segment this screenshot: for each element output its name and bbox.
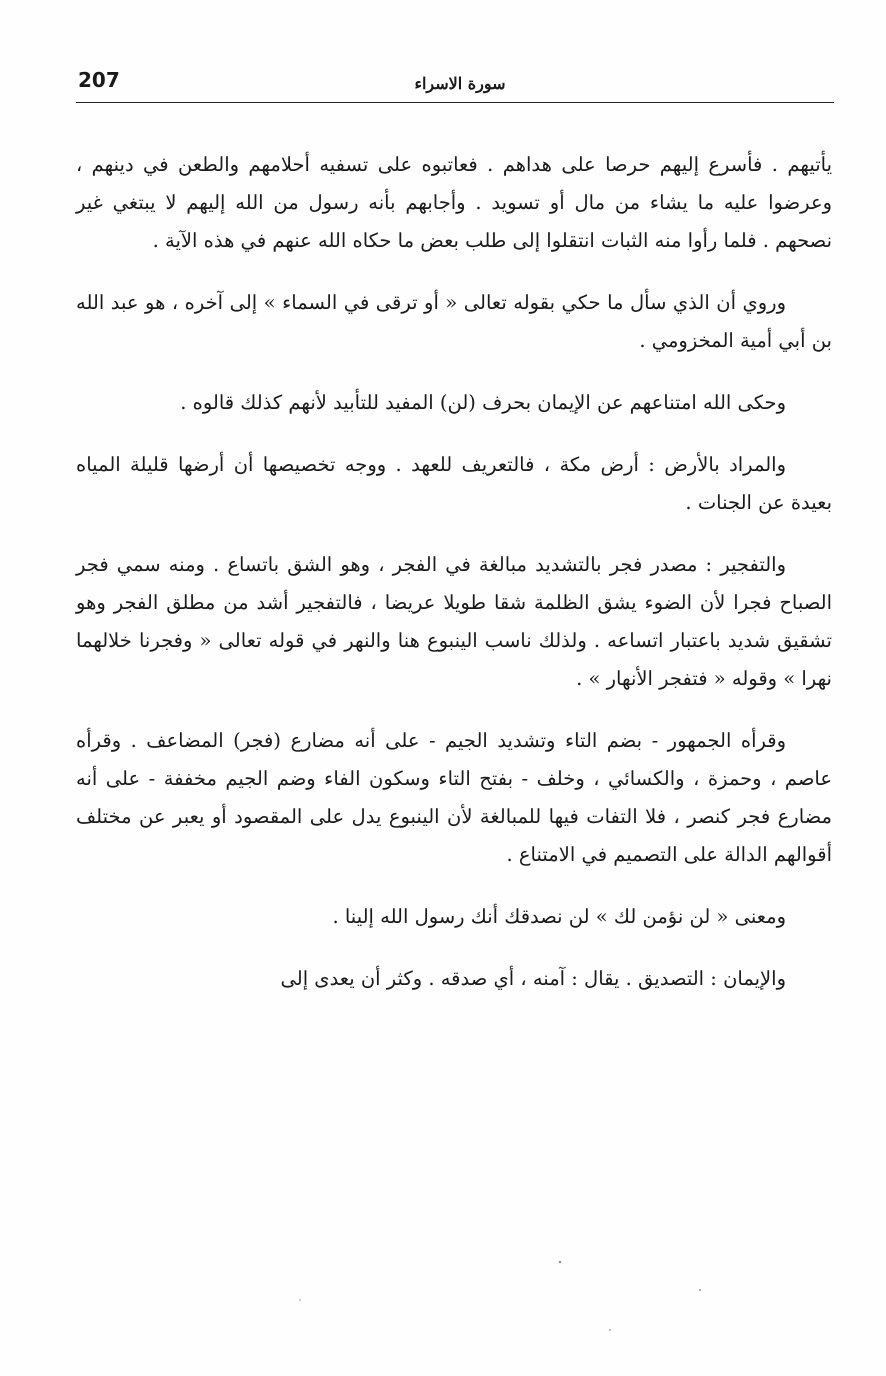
paragraph-3: وحكى الله امتناعهم عن الإيمان بحرف (لن) المفيد للتأبيد لأنهم كذلك قالوه . (180, 391, 786, 414)
body-text (76, 146, 832, 1022)
page-number: 207 (78, 68, 120, 92)
paragraph-4: والمراد بالأرض : أرض مكة ، فالتعريف للعهد . ووجه تخصيصها أن أرضها قليلة المياه بعيدة عن الجنات . (76, 453, 832, 514)
paragraph-8: والإيمان : التصديق . يقال : آمنه ، أي صدقه . وكثر أن يعدى إلى (280, 967, 786, 990)
header-rule (76, 102, 834, 103)
running-title: سورة الاسراء (414, 74, 506, 93)
paragraph-5: والتفجير : مصدر فجر بالتشديد مبالغة في الفجر ، وهو الشق باتساع . ومنه سمي فجر الصباح فجرا لأن الضوء يشق الظلمة شقا طويلا عريضا ، فالتفجير أشد من مطلق الفجر وهو تشقيق شديد باعتبار اتساعه . ولذلك ناسب الينبوع هنا والنهر في قوله تعالى « وفجرنا خلالهما نهرا » وقوله « فتفجر الأنهار » . (76, 553, 832, 690)
paragraph-2: وروي أن الذي سأل ما حكي بقوله تعالى « أو ترقى في السماء » إلى آخره ، هو عبد الله بن أبي أمية المخزومي . (76, 291, 832, 352)
paragraph-6: وقرأه الجمهور - بضم التاء وتشديد الجيم - على أنه مضارع (فجر) المضاعف . وقرأه عاصم ، وحمزة ، والكسائي ، وخلف - بفتح التاء وسكون الفاء وضم الجيم مخففة - على أنه مضارع فجر كنصر ، فلا التفات فيها للمبالغة لأن الينبوع يدل على المقصود أو يعبر عن مختلف أقوالهم الدالة على التصميم في الامتناع . (76, 729, 832, 866)
paragraph-1: يأتيهم . فأسرع إليهم حرصا على هداهم . فعاتبوه على تسفيه أحلامهم والطعن في دينهم ، وعرضوا عليه ما يشاء من مال أو تسويد . وأجابهم بأنه رسول من الله إليهم لا يبتغي غير نصحهم . فلما رأوا منه الثبات انتقلوا إلى طلب بعض ما حكاه الله عنهم في هذه الآية . (76, 153, 832, 252)
paragraph-7: ومعنى « لن نؤمن لك » لن نصدقك أنك رسول الله إلينا . (332, 905, 786, 928)
